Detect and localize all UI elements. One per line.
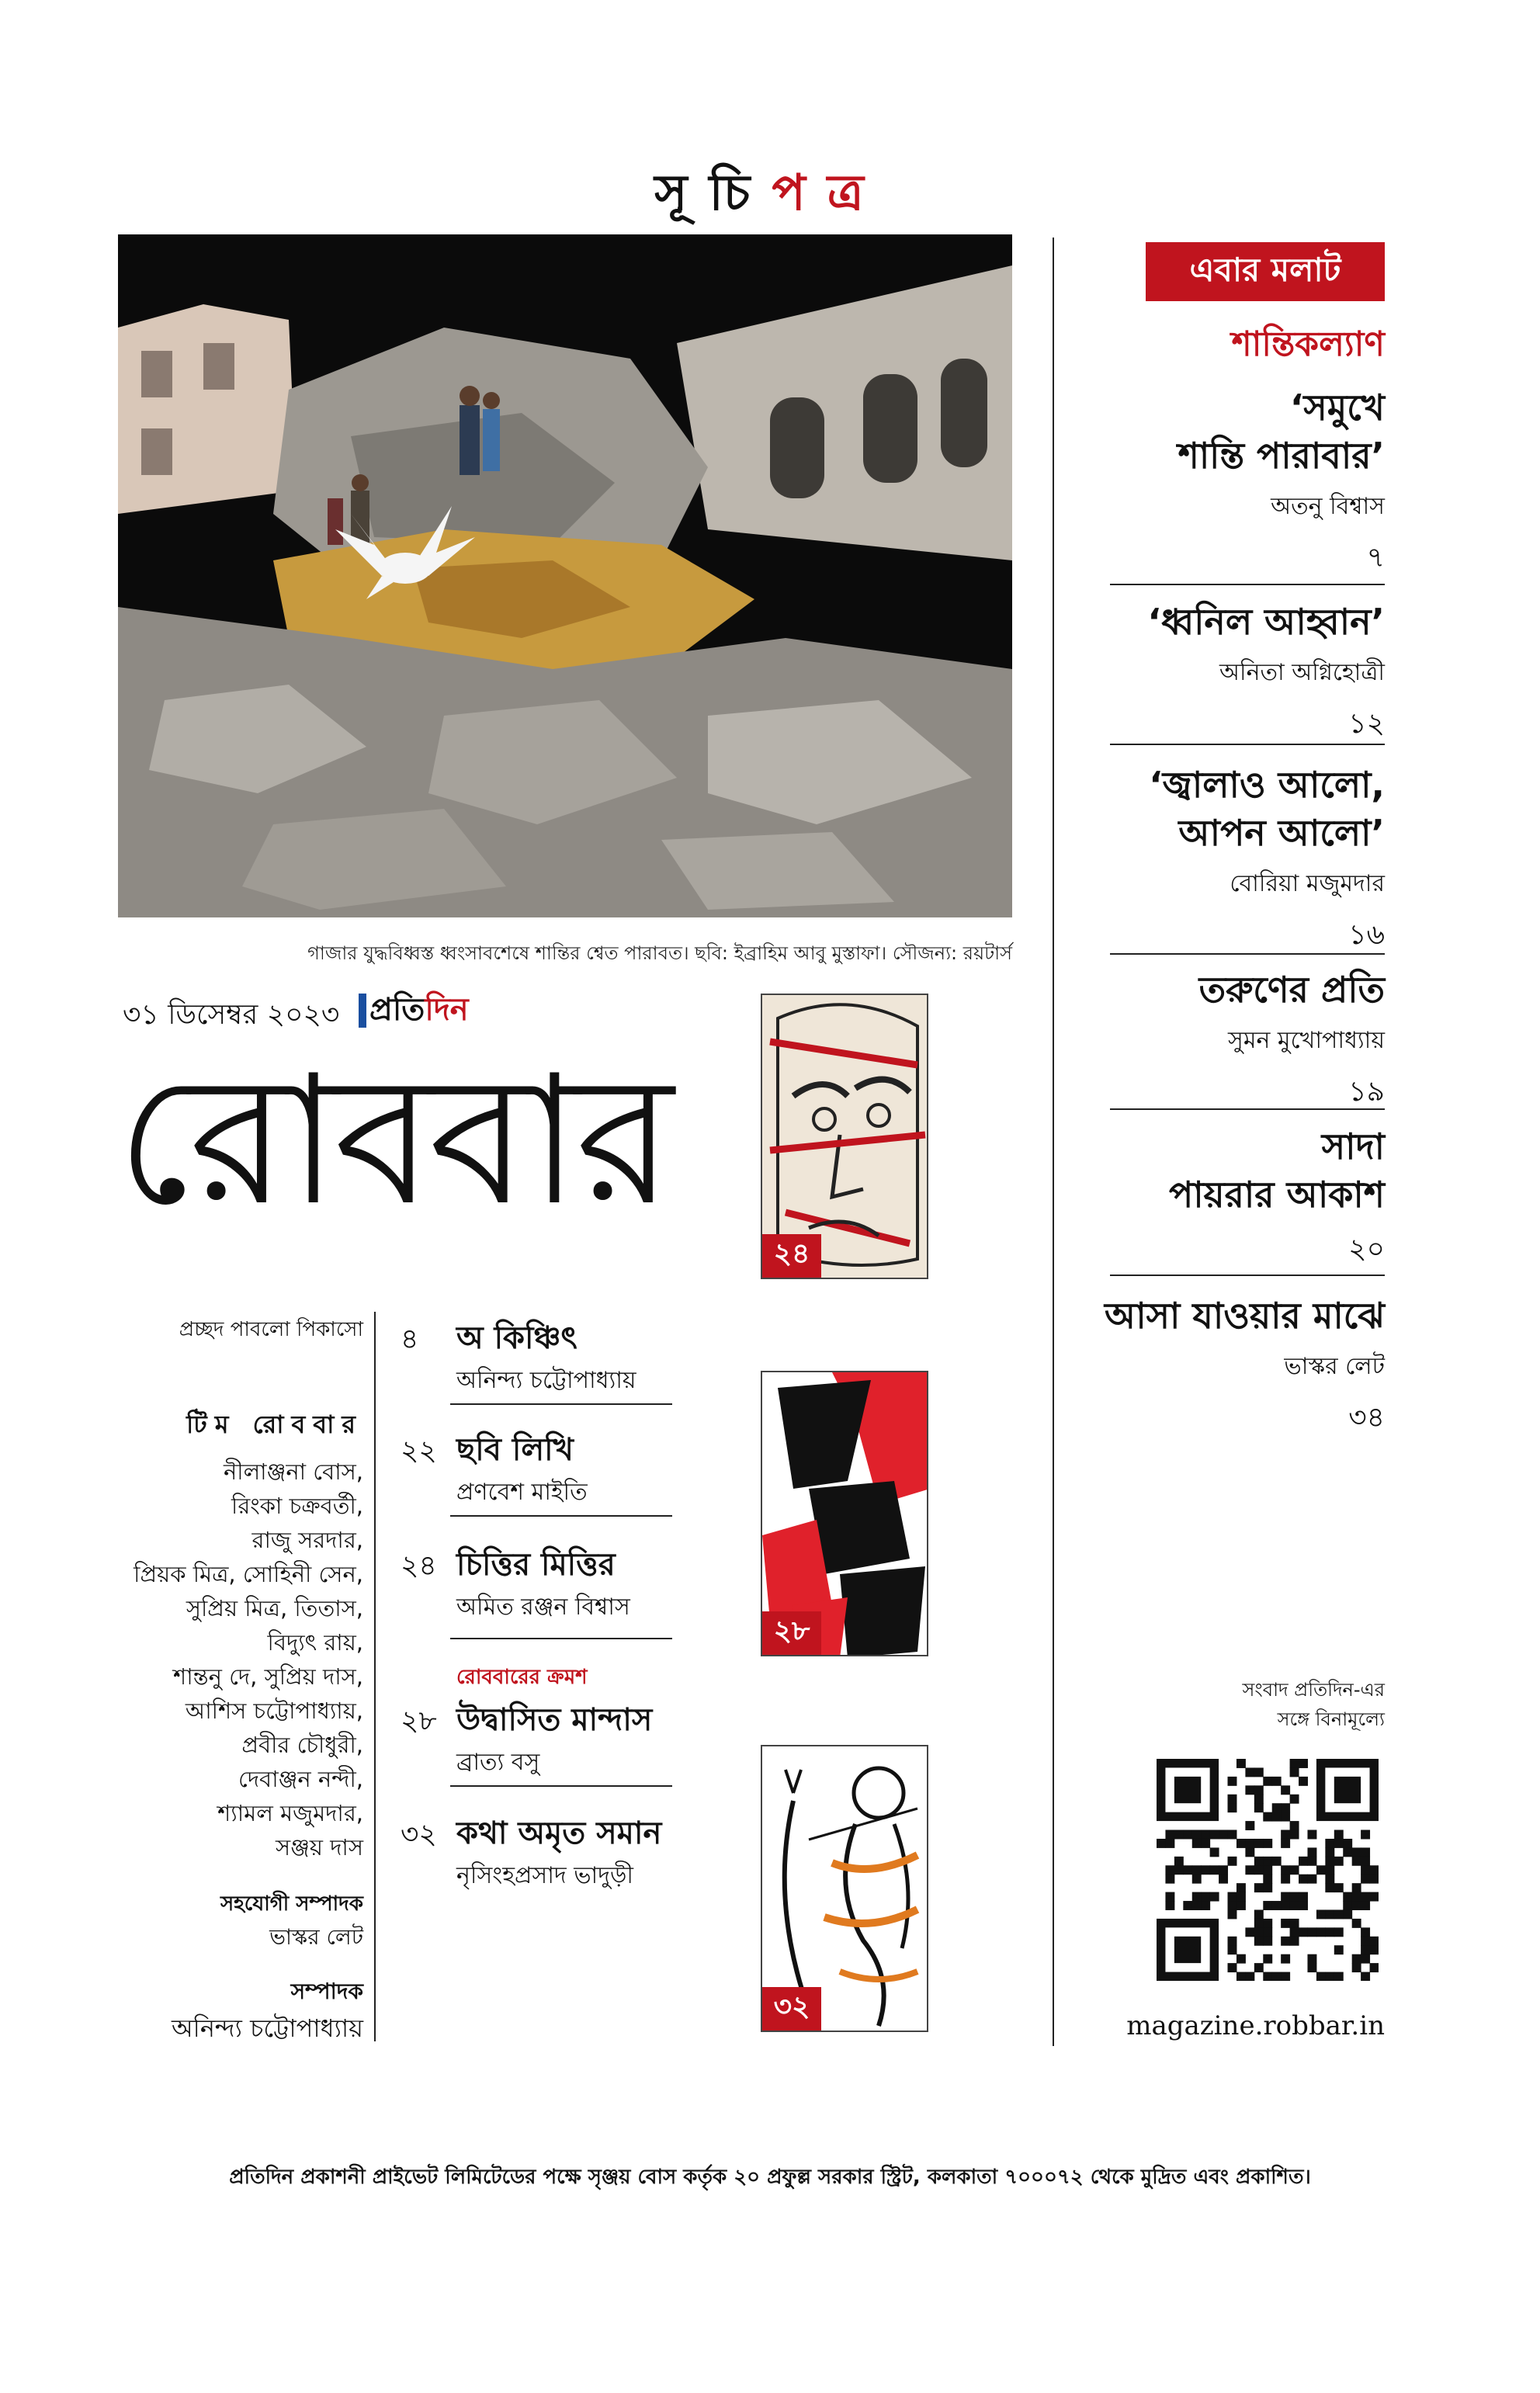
team-member: সঞ্জয় দাস <box>275 1834 363 1861</box>
qr-module <box>1290 1892 1299 1902</box>
qr-module <box>1263 1954 1272 1964</box>
team-member: রিংকা চক্রবর্তী, <box>231 1493 363 1519</box>
editor-name: অনিন্দ্য চট্টোপাধ্যায় <box>171 2013 363 2043</box>
artwork-page-number-3: ৩২ <box>762 1987 821 2031</box>
cover-story-author: অনিতা অগ্নিহোত্রী <box>1219 659 1385 686</box>
qr-module <box>1254 1767 1264 1777</box>
qr-module <box>1237 1972 1246 1981</box>
qr-finder-inner <box>1174 1937 1201 1963</box>
team-heading: টিম রোববার <box>186 1410 363 1439</box>
qr-module <box>1307 1954 1316 1964</box>
toc-title: চিত্তির মিত্তির <box>456 1547 616 1583</box>
qr-module <box>1201 1901 1210 1910</box>
qr-module <box>1183 1830 1192 1840</box>
qr-module <box>1263 1857 1272 1866</box>
qr-module <box>1290 1759 1299 1768</box>
qr-module <box>1352 1892 1361 1902</box>
toc-page-number: ৩২ <box>401 1819 437 1850</box>
team-member: প্রিয়ক মিত্র, সোহিনী সেন, <box>134 1561 363 1587</box>
qr-module <box>1343 1901 1352 1910</box>
qr-module <box>1370 1865 1379 1875</box>
column-divider-middle <box>374 1312 376 2041</box>
toc-author: নৃসিংহপ্রসাদ ভাদুড়ী <box>456 1862 634 1889</box>
toc-divider <box>450 1403 672 1405</box>
toc-page-number: ২২ <box>401 1435 437 1467</box>
qr-finder-inner <box>1334 1777 1361 1803</box>
toc-title: উদ্বাসিত মান্দাস <box>456 1702 653 1738</box>
cover-story-title-line1: ‘জ্বালাও আলো, <box>1149 764 1385 806</box>
qr-module <box>1281 1875 1290 1884</box>
qr-module <box>1290 1830 1299 1840</box>
qr-module <box>1263 1972 1272 1981</box>
cover-story-item[interactable] <box>1071 1292 1385 1443</box>
logo-text <box>369 985 469 1037</box>
logo-text-part2: দিন <box>425 991 469 1028</box>
page-title-part2: পত্র <box>772 165 886 222</box>
toc-author: ব্রাত্য বসু <box>456 1749 540 1776</box>
qr-module <box>1254 1803 1264 1812</box>
qr-module <box>1192 1901 1202 1910</box>
cover-story-title-line1: আসা যাওয়ার মাঝে <box>1104 1295 1385 1337</box>
qr-module <box>1343 1909 1352 1919</box>
qr-module <box>1228 1857 1237 1866</box>
qr-module <box>1290 1767 1299 1777</box>
qr-module <box>1290 1795 1299 1804</box>
qr-module <box>1325 1847 1334 1857</box>
qr-module <box>1263 1901 1272 1910</box>
qr-module <box>1334 1839 1344 1848</box>
qr-module <box>1325 1865 1334 1875</box>
cover-story-page: ৩৪ <box>1348 1402 1385 1434</box>
qr-module <box>1370 1875 1379 1884</box>
cover-story-page: ১৬ <box>1348 919 1385 951</box>
team-member: শ্যামল মজুমদার, <box>217 1800 363 1826</box>
artwork-thumbnail-3 <box>761 1745 928 2032</box>
qr-module <box>1334 1909 1344 1919</box>
qr-module <box>1307 1963 1316 1972</box>
team-member: সুপ্রিয় মিত্র, তিতাস, <box>186 1595 363 1621</box>
cover-story-title-line2: আপন আলো’ <box>1178 812 1385 854</box>
qr-module <box>1210 1892 1219 1902</box>
qr-module <box>1343 1839 1352 1848</box>
cover-story-item[interactable] <box>1071 966 1385 1117</box>
cover-story-item[interactable] <box>1071 1122 1385 1275</box>
qr-module <box>1299 1759 1308 1768</box>
qr-module <box>1334 1857 1344 1866</box>
qr-module <box>1290 1919 1299 1928</box>
qr-module <box>1352 1847 1361 1857</box>
qr-module <box>1254 1927 1264 1937</box>
qr-module <box>1281 1803 1290 1812</box>
team-member: শান্তনু দে, সুপ্রিয় দাস, <box>173 1663 363 1690</box>
qr-module <box>1307 1830 1316 1840</box>
qr-module <box>1343 1847 1352 1857</box>
qr-module <box>1325 1883 1334 1892</box>
qr-module <box>1165 1901 1174 1910</box>
qr-module <box>1228 1803 1237 1812</box>
qr-module <box>1290 1937 1299 1946</box>
qr-module <box>1361 1954 1370 1964</box>
qr-module <box>1263 1883 1272 1892</box>
qr-module <box>1237 1954 1246 1964</box>
qr-module <box>1228 1892 1237 1902</box>
masthead-title: রোববার <box>116 1038 669 1245</box>
qr-note-line2: সঙ্গে বিনামূল্যে <box>1277 1708 1385 1730</box>
cover-story-page: ১৯ <box>1348 1076 1385 1108</box>
qr-module <box>1281 1892 1290 1902</box>
qr-module <box>1307 1875 1316 1884</box>
qr-module <box>1325 1839 1334 1848</box>
team-member: দেবাঞ্জন নন্দী, <box>238 1766 363 1792</box>
qr-module <box>1201 1830 1210 1840</box>
qr-note <box>1118 1675 1385 1734</box>
qr-module <box>1263 1777 1272 1786</box>
editor-label: সম্পাদক <box>290 1979 363 2004</box>
qr-module <box>1281 1972 1290 1981</box>
qr-module <box>1157 1839 1166 1848</box>
toc-divider <box>450 1515 672 1517</box>
qr-module <box>1237 1901 1246 1910</box>
cover-story-author: ভাস্কর লেট <box>1284 1353 1385 1380</box>
cover-story-title-line1: তরুণের প্রতি <box>1198 969 1385 1011</box>
artwork-page-number-2: ২৮ <box>762 1611 821 1655</box>
qr-module <box>1245 1785 1254 1795</box>
qr-module <box>1272 1901 1282 1910</box>
qr-module <box>1299 1901 1308 1910</box>
cover-photo <box>118 234 1012 917</box>
cover-story-divider <box>1110 744 1385 745</box>
qr-module <box>1290 1901 1299 1910</box>
page-title <box>0 155 1540 238</box>
qr-module <box>1228 1963 1237 1972</box>
qr-module <box>1254 1865 1264 1875</box>
toc-title: অ কিঞ্চিৎ <box>456 1320 578 1356</box>
qr-module <box>1263 1919 1272 1928</box>
cover-story-topic: শান্তিকল্যাণ <box>1231 324 1385 364</box>
qr-module <box>1165 1830 1174 1840</box>
qr-module <box>1370 1937 1379 1946</box>
team-list <box>93 1455 363 1864</box>
artwork-thumbnail-2 <box>761 1371 928 1656</box>
pratidin-logo <box>359 992 469 1029</box>
qr-module <box>1210 1830 1219 1840</box>
toc-item[interactable] <box>388 1809 714 1902</box>
qr-module <box>1254 1963 1264 1972</box>
qr-module <box>1210 1865 1219 1875</box>
qr-module <box>1352 1954 1361 1964</box>
cover-story-title-line1: ‘ধ্বনিল আহ্বান’ <box>1147 601 1385 643</box>
qr-module <box>1334 1945 1344 1954</box>
qr-module <box>1361 1865 1370 1875</box>
qr-module <box>1361 1945 1370 1954</box>
qr-module <box>1361 1901 1370 1910</box>
associate-editor-name: ভাস্কর লেট <box>269 1924 363 1950</box>
qr-module <box>1307 1857 1316 1866</box>
qr-module <box>1245 1839 1254 1848</box>
qr-module <box>1316 1909 1326 1919</box>
qr-module <box>1183 1901 1192 1910</box>
qr-module <box>1228 1777 1237 1786</box>
qr-finder-inner <box>1174 1777 1201 1803</box>
qr-module <box>1272 1857 1282 1866</box>
associate-editor-label: সহযোগী সম্পাদক <box>220 1892 363 1916</box>
qr-module <box>1361 1937 1370 1946</box>
cover-story-item[interactable] <box>1071 761 1385 960</box>
qr-module <box>1174 1857 1184 1866</box>
qr-module <box>1201 1839 1210 1848</box>
qr-module <box>1352 1883 1361 1892</box>
qr-module <box>1245 1972 1254 1981</box>
qr-module <box>1307 1927 1316 1937</box>
cover-story-divider <box>1110 584 1385 585</box>
qr-module <box>1183 1865 1192 1875</box>
cover-story-page: ৭ <box>1366 542 1385 574</box>
qr-module <box>1192 1830 1202 1840</box>
qr-module <box>1228 1830 1237 1840</box>
qr-module <box>1352 1919 1361 1928</box>
qr-module <box>1263 1937 1272 1946</box>
qr-module <box>1237 1839 1246 1848</box>
qr-module <box>1299 1875 1308 1884</box>
toc-author: প্রণবেশ মাইতি <box>456 1479 588 1506</box>
qr-module <box>1165 1865 1174 1875</box>
qr-module <box>1254 1857 1264 1866</box>
team-member: রাজু সরদার, <box>251 1527 363 1553</box>
qr-module <box>1228 1901 1237 1910</box>
cover-story-page: ২০ <box>1348 1233 1385 1265</box>
rubble-photo-illustration <box>118 234 1012 917</box>
qr-module <box>1299 1892 1308 1902</box>
cover-story-badge: এবার মলাট <box>1146 242 1385 301</box>
qr-module <box>1228 1795 1237 1804</box>
cover-story-title-line1: ‘সমুখে <box>1289 387 1385 428</box>
toc-series-label: রোববারের ক্রমশ <box>456 1666 588 1689</box>
qr-module <box>1245 1927 1254 1937</box>
qr-module <box>1263 1812 1272 1822</box>
toc-author: অনিন্দ্য চট্টোপাধ্যায় <box>456 1367 636 1394</box>
team-member: আশিস চট্টোপাধ্যায়, <box>185 1698 363 1724</box>
toc-page-number: ২৪ <box>401 1550 437 1582</box>
cover-story-title-line1: সাদা <box>1321 1125 1385 1167</box>
qr-module <box>1263 1927 1272 1937</box>
qr-module <box>1281 1812 1290 1822</box>
qr-module <box>1174 1830 1184 1840</box>
qr-code-graphic <box>1157 1759 1379 1981</box>
qr-module <box>1201 1865 1210 1875</box>
column-divider-right <box>1053 238 1054 2046</box>
qr-module <box>1334 1927 1344 1937</box>
qr-module <box>1352 1963 1361 1972</box>
team-member: বিদ্যুৎ রায়, <box>267 1629 363 1656</box>
qr-module <box>1165 1839 1174 1848</box>
logo-bar <box>359 994 366 1028</box>
qr-module <box>1272 1812 1282 1822</box>
toc-item[interactable] <box>388 1313 714 1406</box>
qr-module <box>1343 1892 1352 1902</box>
qr-module <box>1361 1857 1370 1866</box>
toc-item[interactable] <box>388 1540 714 1633</box>
qr-module <box>1219 1875 1228 1884</box>
qr-module <box>1281 1785 1290 1795</box>
qr-module <box>1352 1857 1361 1866</box>
qr-module <box>1316 1865 1326 1875</box>
cover-story-author: অতনু বিশ্বাস <box>1271 493 1385 520</box>
qr-module <box>1325 1875 1334 1884</box>
qr-module <box>1281 1839 1290 1848</box>
qr-module <box>1254 1909 1264 1919</box>
qr-module <box>1307 1847 1316 1857</box>
qr-module <box>1219 1830 1228 1840</box>
artwork-page-number-1: ২৪ <box>762 1234 821 1278</box>
qr-module <box>1254 1919 1264 1928</box>
qr-code-icon[interactable] <box>1157 1759 1379 1981</box>
qr-module <box>1228 1937 1237 1946</box>
qr-module <box>1165 1892 1174 1902</box>
qr-module <box>1281 1954 1290 1964</box>
qr-module <box>1281 1830 1290 1840</box>
qr-module <box>1290 1821 1299 1830</box>
qr-module <box>1325 1857 1334 1866</box>
cover-story-title-line2: শান্তি পারাবার’ <box>1178 435 1385 477</box>
cover-story-title-line2: পায়রার আকাশ <box>1168 1174 1385 1216</box>
qr-module <box>1299 1777 1308 1786</box>
qr-module <box>1201 1892 1210 1902</box>
qr-module <box>1281 1865 1290 1875</box>
qr-module <box>1334 1972 1344 1981</box>
qr-module <box>1361 1972 1370 1981</box>
qr-module <box>1237 1892 1246 1902</box>
toc-page-number: ২৮ <box>401 1705 437 1737</box>
qr-module <box>1254 1785 1264 1795</box>
page-title-part1: সূচি <box>654 165 772 222</box>
cover-story-divider <box>1110 1275 1385 1276</box>
qr-module <box>1263 1875 1272 1884</box>
cover-story-item[interactable] <box>1071 383 1385 583</box>
qr-module <box>1254 1839 1264 1848</box>
qr-module <box>1254 1795 1264 1804</box>
qr-module <box>1281 1937 1290 1946</box>
qr-module <box>1192 1875 1202 1884</box>
logo-text-part1: প্রতি <box>369 991 425 1028</box>
qr-module <box>1299 1857 1308 1866</box>
qr-module <box>1237 1759 1246 1768</box>
qr-module <box>1370 1892 1379 1902</box>
toc-item[interactable] <box>388 1666 714 1788</box>
cover-story-item[interactable] <box>1071 598 1385 749</box>
photo-caption: গাজার যুদ্ধবিধ্বস্ত ধ্বংসাবশেষে শান্তির শ্বেত পারাবত। ছবি: ইব্রাহিম আবু মুস্তাফা। সৌজন্য: রয়টার্স <box>307 942 1012 964</box>
qr-module <box>1192 1892 1202 1902</box>
toc-author: অমিত রঞ্জন বিশ্বাস <box>456 1594 630 1621</box>
qr-module <box>1361 1875 1370 1884</box>
qr-module <box>1370 1963 1379 1972</box>
toc-page-number: ৪ <box>401 1323 419 1355</box>
qr-module <box>1174 1865 1184 1875</box>
qr-module <box>1228 1945 1237 1954</box>
qr-note-line1: সংবাদ প্রতিদিন-এর <box>1242 1679 1385 1701</box>
qr-module <box>1219 1865 1228 1875</box>
qr-module <box>1254 1937 1264 1946</box>
qr-module <box>1210 1847 1219 1857</box>
qr-module <box>1299 1927 1308 1937</box>
qr-module <box>1245 1847 1254 1857</box>
qr-module <box>1245 1767 1254 1777</box>
qr-module <box>1334 1830 1344 1840</box>
qr-module <box>1245 1821 1254 1830</box>
qr-module <box>1237 1883 1246 1892</box>
magazine-url-link[interactable]: magazine.robbar.in <box>1126 2010 1385 2041</box>
cover-story-author: সুমন মুখোপাধ্যায় <box>1228 1027 1385 1054</box>
toc-title: ছবি লিখি <box>456 1432 574 1468</box>
qr-module <box>1281 1901 1290 1910</box>
qr-module <box>1228 1909 1237 1919</box>
cover-story-author: বোরিয়া মজুমদার <box>1230 870 1385 897</box>
team-member: প্রবীর চৌধুরী, <box>241 1732 363 1758</box>
qr-module <box>1281 1919 1290 1928</box>
qr-module <box>1272 1803 1282 1812</box>
qr-module <box>1263 1865 1272 1875</box>
issue-date: ৩১ ডিসেম্বর ২০২৩ <box>123 999 340 1031</box>
qr-module <box>1272 1777 1282 1786</box>
qr-module <box>1361 1927 1370 1937</box>
cover-story-page: ১২ <box>1348 708 1385 740</box>
artwork-thumbnail-1 <box>761 994 928 1279</box>
qr-module <box>1325 1972 1334 1981</box>
cover-story-divider <box>1110 1108 1385 1110</box>
qr-module <box>1192 1839 1202 1848</box>
qr-module <box>1316 1927 1326 1937</box>
qr-module <box>1316 1972 1326 1981</box>
qr-module <box>1263 1839 1272 1848</box>
toc-divider <box>450 1638 672 1639</box>
qr-module <box>1245 1865 1254 1875</box>
qr-module <box>1272 1972 1282 1981</box>
cover-story-divider <box>1110 953 1385 955</box>
qr-module <box>1352 1901 1361 1910</box>
qr-module <box>1361 1892 1370 1902</box>
qr-module <box>1325 1927 1334 1937</box>
footer-imprint: প্রতিদিন প্রকাশনী প্রাইভেট লিমিটেডের পক্ষে সৃঞ্জয় বোস কর্তৃক ২০ প্রফুল্ল সরকার স্ট্রিট, কলকাতা ৭০০০৭২ থেকে মুদ্রিত এবং প্রকাশিত। <box>229 2166 1311 2189</box>
qr-module <box>1165 1875 1174 1884</box>
qr-module <box>1290 1927 1299 1937</box>
qr-module <box>1334 1883 1344 1892</box>
toc-item[interactable] <box>388 1425 714 1518</box>
qr-module <box>1361 1830 1370 1840</box>
qr-module <box>1254 1883 1264 1892</box>
toc-divider <box>450 1785 672 1787</box>
toc-title: কথা অমৃত সমান <box>456 1816 662 1851</box>
cover-credit: প্রচ্ছদ পাবলো পিকাসো <box>179 1318 363 1341</box>
qr-module <box>1325 1909 1334 1919</box>
qr-module <box>1361 1847 1370 1857</box>
qr-module <box>1370 1945 1379 1954</box>
qr-module <box>1192 1865 1202 1875</box>
team-member: নীলাঞ্জনা বোস, <box>223 1458 363 1485</box>
qr-module <box>1290 1865 1299 1875</box>
